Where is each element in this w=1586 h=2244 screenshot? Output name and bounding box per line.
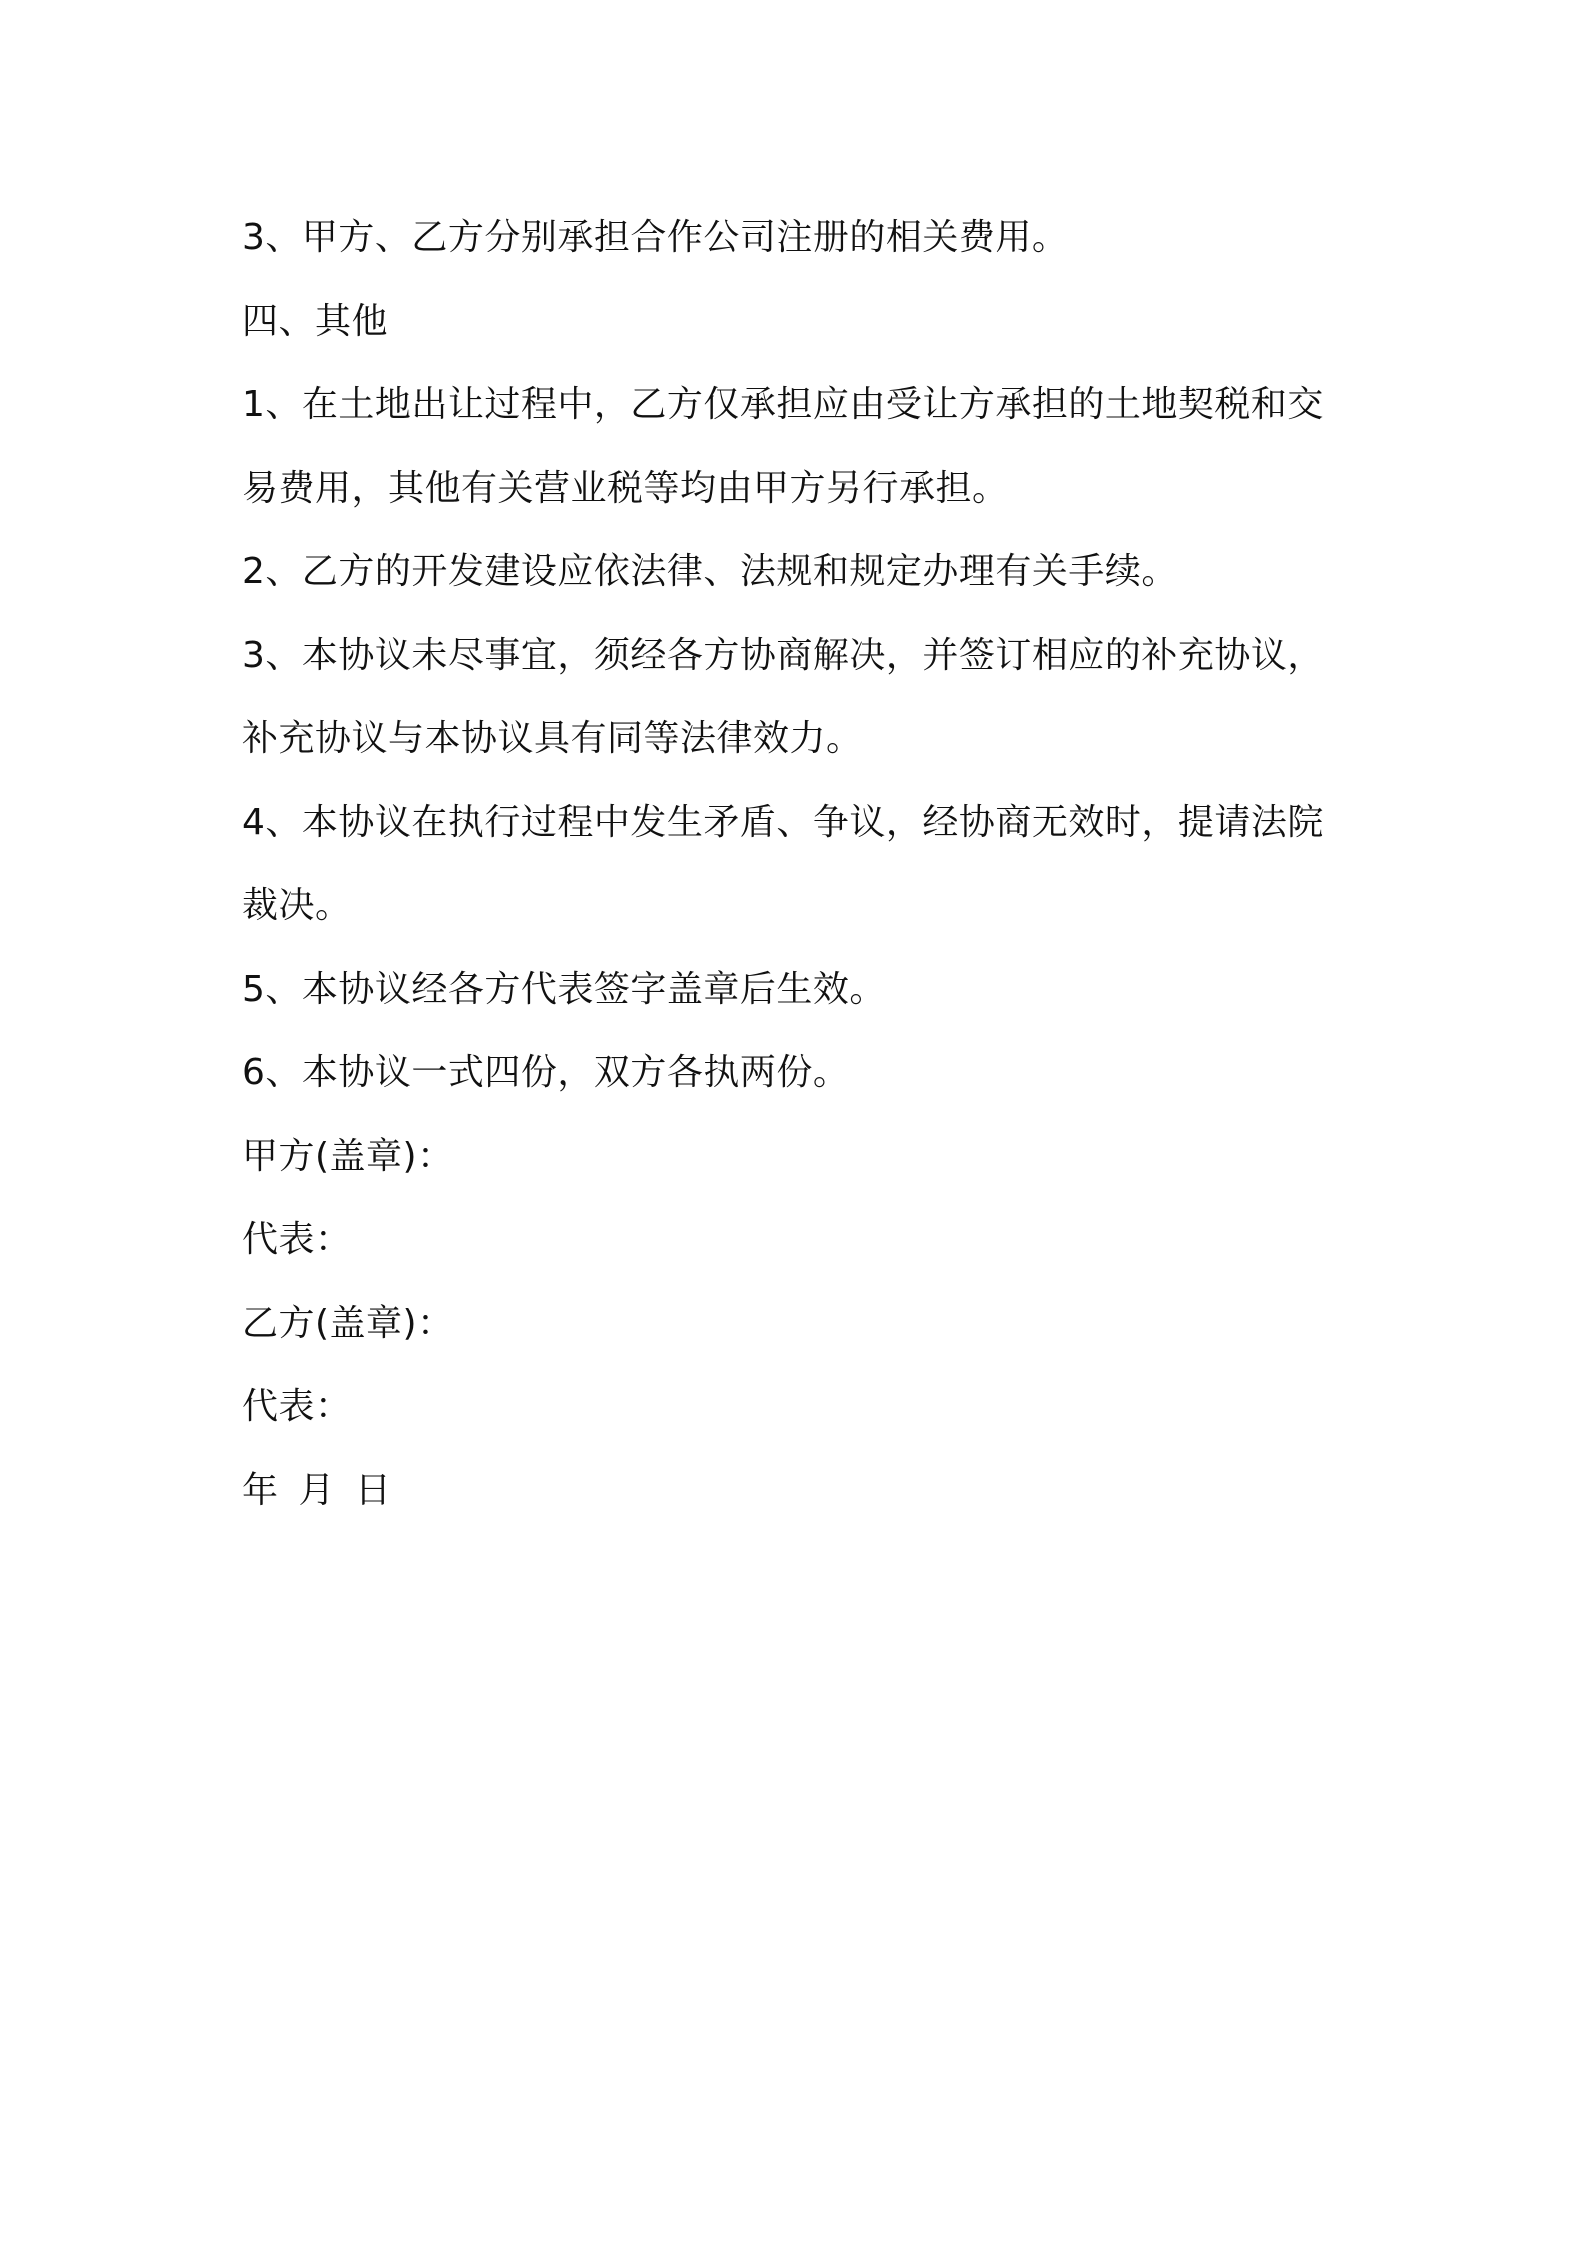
party-b-representative-label: 代表： [242,1386,352,1427]
clause-2: 2、乙方的开发建设应依法律、法规和规定办理有关手续。 [242,551,1178,592]
clause-6: 6、本协议一式四份，双方各执两份。 [242,1052,850,1093]
clause-5: 5、本协议经各方代表签字盖章后生效。 [242,968,886,1010]
date-line [242,1449,1372,1533]
party-a-representative-label: 代表： [242,1219,352,1260]
clause-1-line-1: 1、在土地出让过程中，乙方仅承担应由受让方承担的土地契税和交 [242,384,1324,425]
date-month-label: 月 [298,1469,336,1511]
clause-3-line-1: 3、本协议未尽事宜，须经各方协商解决，并签订相应的补充协议， [242,634,1324,676]
clause-3-fees: 3、甲方、乙方分别承担合作公司注册的相关费用。 [242,217,1069,258]
date-year-label: 年 [242,1469,279,1511]
party-b-seal-label: 乙方(盖章)： [242,1302,454,1344]
clause-3-line-2: 补充协议与本协议具有同等法律效力。 [242,718,863,759]
clause-4-line-2: 裁决。 [242,885,352,926]
document-body [242,196,1372,1532]
clause-4-line-1: 4、本协议在执行过程中发生矛盾、争议，经协商无效时，提请法院 [242,801,1324,843]
clause-1-line-2: 易费用，其他有关营业税等均由甲方另行承担。 [242,467,1009,509]
party-a-seal-label: 甲方(盖章)： [242,1135,454,1177]
section-heading-other: 四、其他 [242,300,389,342]
date-day-label: 日 [355,1469,392,1511]
